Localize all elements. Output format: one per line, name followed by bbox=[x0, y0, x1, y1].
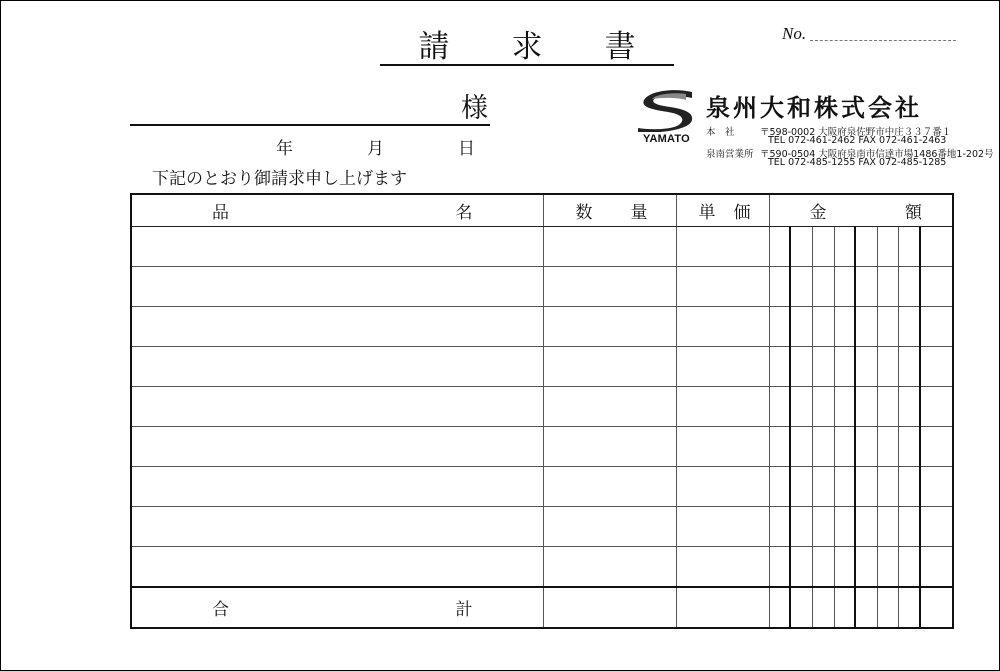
amount-digit-cell[interactable] bbox=[834, 467, 855, 507]
table-row bbox=[131, 387, 953, 427]
amount-digit-cell[interactable] bbox=[920, 427, 953, 467]
logo-text: YAMATO bbox=[643, 133, 690, 145]
amount-digit-cell[interactable] bbox=[920, 307, 953, 347]
table-row bbox=[131, 307, 953, 347]
title-char: 求 bbox=[511, 28, 543, 65]
amount-digit-cell[interactable] bbox=[790, 347, 812, 387]
amount-digit-cell[interactable] bbox=[812, 347, 834, 387]
quantity-cell[interactable] bbox=[543, 267, 676, 307]
header-amount-right: 額 bbox=[905, 203, 922, 223]
header-qty-right: 量 bbox=[630, 203, 648, 223]
item-name-cell[interactable] bbox=[131, 227, 543, 267]
head-office-address: 〒598-0002 大阪府泉佐野市中庄３３７番１ bbox=[760, 127, 952, 138]
quantity-cell[interactable] bbox=[543, 307, 676, 347]
amount-digit-cell[interactable] bbox=[812, 427, 834, 467]
amount-digit-cell[interactable] bbox=[898, 387, 920, 427]
item-name-cell[interactable] bbox=[131, 427, 543, 467]
amount-digit-cell[interactable] bbox=[769, 467, 790, 507]
amount-digit-cell[interactable] bbox=[920, 347, 953, 387]
amount-digit-cell[interactable] bbox=[855, 307, 877, 347]
amount-digit-cell[interactable] bbox=[834, 427, 855, 467]
amount-digit-cell[interactable] bbox=[855, 387, 877, 427]
quantity-cell[interactable] bbox=[543, 547, 676, 588]
table-row bbox=[131, 227, 953, 267]
amount-digit-cell[interactable] bbox=[812, 547, 834, 588]
amount-digit-cell[interactable] bbox=[920, 387, 953, 427]
amount-digit-cell[interactable] bbox=[898, 307, 920, 347]
date-year-label: 年 bbox=[276, 139, 293, 159]
table-row bbox=[131, 547, 953, 588]
amount-digit-cell[interactable] bbox=[834, 227, 855, 267]
amount-digit-cell[interactable] bbox=[855, 547, 877, 588]
total-amount-digit[interactable] bbox=[790, 587, 812, 628]
unit-price-cell[interactable] bbox=[676, 427, 769, 467]
table-row bbox=[131, 347, 953, 387]
amount-digit-cell[interactable] bbox=[898, 227, 920, 267]
header-price-right: 価 bbox=[733, 203, 751, 223]
amount-digit-cell[interactable] bbox=[769, 507, 790, 547]
amount-digit-cell[interactable] bbox=[877, 507, 898, 547]
amount-digit-cell[interactable] bbox=[877, 547, 898, 588]
item-name-cell[interactable] bbox=[131, 267, 543, 307]
quantity-cell[interactable] bbox=[543, 467, 676, 507]
total-amount-digit[interactable] bbox=[855, 587, 877, 628]
company-name: 泉州大和株式会社 bbox=[706, 94, 922, 122]
quantity-cell[interactable] bbox=[543, 227, 676, 267]
invoice-table bbox=[130, 193, 954, 629]
item-name-cell[interactable] bbox=[131, 387, 543, 427]
item-name-cell[interactable] bbox=[131, 467, 543, 507]
amount-digit-cell[interactable] bbox=[812, 307, 834, 347]
table-row bbox=[131, 467, 953, 507]
item-name-cell[interactable] bbox=[131, 547, 543, 588]
title-char: 請 bbox=[418, 28, 450, 65]
amount-digit-cell[interactable] bbox=[769, 307, 790, 347]
amount-digit-cell[interactable] bbox=[812, 267, 834, 307]
amount-digit-cell[interactable] bbox=[790, 227, 812, 267]
amount-digit-cell[interactable] bbox=[855, 427, 877, 467]
amount-digit-cell[interactable] bbox=[855, 267, 877, 307]
total-label-cell bbox=[131, 587, 543, 628]
total-amount-digit[interactable] bbox=[812, 587, 834, 628]
branch-address: 〒590-0504 大阪府泉南市信達市場1486番地1-202号 bbox=[760, 149, 994, 160]
header-price-left: 単 bbox=[698, 203, 716, 223]
total-amount-digit[interactable] bbox=[920, 587, 953, 628]
customer-name-field bbox=[130, 88, 490, 126]
amount-digit-cell[interactable] bbox=[898, 267, 920, 307]
unit-price-cell[interactable] bbox=[676, 547, 769, 588]
amount-digit-cell[interactable] bbox=[834, 387, 855, 427]
total-amount-digit[interactable] bbox=[877, 587, 898, 628]
amount-digit-cell[interactable] bbox=[920, 547, 953, 588]
amount-digit-cell[interactable] bbox=[834, 307, 855, 347]
notice-text: 下記のとおり御請求申し上げます bbox=[152, 169, 407, 189]
table-row bbox=[131, 427, 953, 467]
unit-price-cell[interactable] bbox=[676, 307, 769, 347]
header-amount-left: 金 bbox=[809, 203, 827, 223]
amount-digit-cell[interactable] bbox=[769, 387, 790, 427]
amount-digit-cell[interactable] bbox=[855, 347, 877, 387]
amount-digit-cell[interactable] bbox=[877, 387, 898, 427]
amount-digit-cell[interactable] bbox=[920, 267, 953, 307]
quantity-cell[interactable] bbox=[543, 387, 676, 427]
amount-digit-cell[interactable] bbox=[812, 227, 834, 267]
amount-digit-cell[interactable] bbox=[898, 507, 920, 547]
amount-digit-cell[interactable] bbox=[769, 547, 790, 588]
item-name-cell[interactable] bbox=[131, 347, 543, 387]
head-office-label: 本 社 bbox=[706, 127, 735, 138]
amount-digit-cell[interactable] bbox=[812, 387, 834, 427]
amount-digit-cell[interactable] bbox=[769, 227, 790, 267]
number-label: No. bbox=[782, 24, 807, 43]
amount-digit-cell[interactable] bbox=[790, 387, 812, 427]
header-qty-left: 数 bbox=[575, 203, 593, 223]
table-header-row bbox=[131, 194, 953, 227]
total-label-right: 計 bbox=[455, 600, 473, 620]
amount-digit-cell[interactable] bbox=[790, 427, 812, 467]
amount-digit-cell[interactable] bbox=[790, 547, 812, 588]
amount-digit-cell[interactable] bbox=[898, 467, 920, 507]
date-day-label: 日 bbox=[458, 139, 475, 159]
amount-digit-cell[interactable] bbox=[877, 427, 898, 467]
branch-label: 泉南営業所 bbox=[706, 149, 754, 160]
document-title bbox=[380, 22, 674, 66]
amount-digit-cell[interactable] bbox=[920, 227, 953, 267]
total-price-cell[interactable] bbox=[676, 587, 769, 628]
head-office-tel: TEL 072-461-2462 FAX 072-461-2463 bbox=[768, 135, 947, 146]
amount-digit-cell[interactable] bbox=[855, 507, 877, 547]
header-quantity bbox=[543, 194, 676, 227]
unit-price-cell[interactable] bbox=[676, 387, 769, 427]
amount-digit-cell[interactable] bbox=[920, 467, 953, 507]
item-name-cell[interactable] bbox=[131, 307, 543, 347]
header-item-name bbox=[131, 194, 543, 227]
amount-digit-cell[interactable] bbox=[834, 267, 855, 307]
unit-price-cell[interactable] bbox=[676, 507, 769, 547]
amount-digit-cell[interactable] bbox=[877, 467, 898, 507]
amount-digit-cell[interactable] bbox=[790, 467, 812, 507]
total-row bbox=[131, 587, 953, 628]
amount-digit-cell[interactable] bbox=[877, 267, 898, 307]
total-amount-digit[interactable] bbox=[834, 587, 855, 628]
amount-digit-cell[interactable] bbox=[877, 307, 898, 347]
header-unit-price bbox=[676, 194, 769, 227]
amount-digit-cell[interactable] bbox=[769, 347, 790, 387]
item-name-cell[interactable] bbox=[131, 507, 543, 547]
header-item-left: 品 bbox=[212, 203, 229, 223]
total-amount-digit[interactable] bbox=[898, 587, 920, 628]
amount-digit-cell[interactable] bbox=[812, 467, 834, 507]
quantity-cell[interactable] bbox=[543, 507, 676, 547]
total-quantity-cell[interactable] bbox=[543, 587, 676, 628]
amount-digit-cell[interactable] bbox=[834, 347, 855, 387]
branch-tel: TEL 072-485-1255 FAX 072-485-1285 bbox=[768, 157, 947, 168]
number-field-line bbox=[810, 40, 956, 41]
header-amount bbox=[769, 194, 953, 227]
amount-digit-cell[interactable] bbox=[855, 467, 877, 507]
amount-digit-cell[interactable] bbox=[898, 427, 920, 467]
title-char: 書 bbox=[604, 28, 636, 65]
amount-digit-cell[interactable] bbox=[898, 347, 920, 387]
amount-digit-cell[interactable] bbox=[920, 507, 953, 547]
unit-price-cell[interactable] bbox=[676, 347, 769, 387]
table-row bbox=[131, 507, 953, 547]
table-row bbox=[131, 267, 953, 307]
quantity-cell[interactable] bbox=[543, 427, 676, 467]
total-label-left: 合 bbox=[212, 600, 229, 620]
quantity-cell[interactable] bbox=[543, 347, 676, 387]
amount-digit-cell[interactable] bbox=[898, 547, 920, 588]
unit-price-cell[interactable] bbox=[676, 227, 769, 267]
amount-digit-cell[interactable] bbox=[834, 547, 855, 588]
amount-digit-cell[interactable] bbox=[790, 267, 812, 307]
amount-digit-cell[interactable] bbox=[790, 307, 812, 347]
amount-digit-cell[interactable] bbox=[877, 227, 898, 267]
amount-digit-cell[interactable] bbox=[834, 507, 855, 547]
customer-suffix: 様 bbox=[461, 93, 488, 124]
amount-digit-cell[interactable] bbox=[812, 507, 834, 547]
total-amount-digit[interactable] bbox=[769, 587, 790, 628]
unit-price-cell[interactable] bbox=[676, 467, 769, 507]
amount-digit-cell[interactable] bbox=[855, 227, 877, 267]
amount-digit-cell[interactable] bbox=[877, 347, 898, 387]
amount-digit-cell[interactable] bbox=[790, 507, 812, 547]
company-logo-icon bbox=[636, 88, 694, 132]
amount-digit-cell[interactable] bbox=[769, 427, 790, 467]
unit-price-cell[interactable] bbox=[676, 267, 769, 307]
header-item-right: 名 bbox=[455, 203, 473, 223]
amount-digit-cell[interactable] bbox=[769, 267, 790, 307]
date-month-label: 月 bbox=[367, 139, 384, 159]
